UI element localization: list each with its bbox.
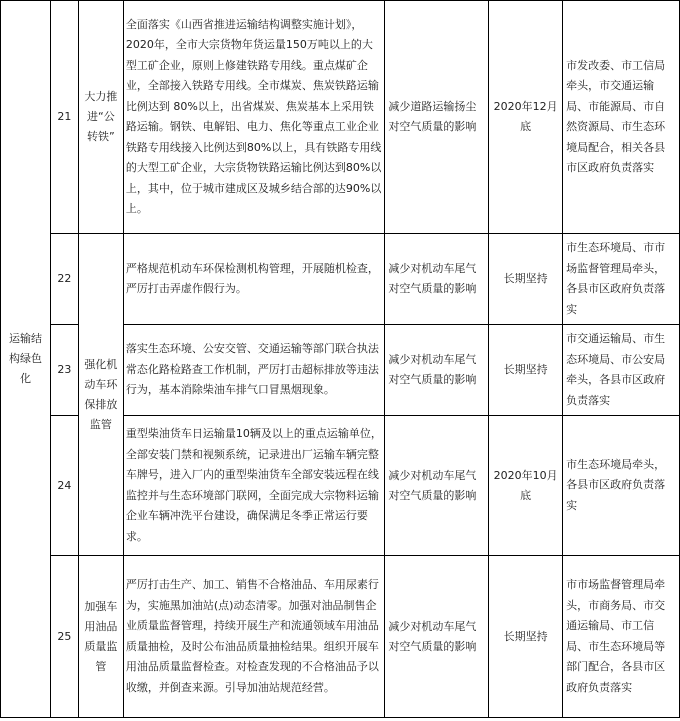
deadline-cell: 2020年12月底 [489,1,563,234]
measure-cell: 大力推进“公转铁” [78,1,123,234]
table-row [1,1,680,234]
dept-cell: 市生态环境局牵头，各县市区政府负责落实 [563,416,680,556]
table-row [1,234,680,325]
content-cell: 严厉打击生产、加工、销售不合格油品、车用尿素行为，实施黑加油站(点)动态清零。加强对油品制售企业质量监督管理，持续开展生产和流通领域车用油品质量抽检，及时公布油品质量抽检结果。组织开展车用油品质量监督检查。对检查发现的不合格油品予以收缴，并倒查来源。引导加油站规范经营。 [123,556,385,718]
measure-cell: 强化机动车环保排放监管 [78,234,123,556]
deadline-cell: 长期坚持 [489,325,563,416]
table-row [1,556,680,718]
dept-cell: 市市场监督管理局牵头，市商务局、市交通运输局、市工信局、市生态环境局等部门配合，各县市区政府负责落实 [563,556,680,718]
impact-cell: 减少对机动车尾气对空气质量的影响 [385,234,489,325]
dept-cell: 市交通运输局、市生态环境局、市公安局牵头，各县市区政府负责落实 [563,325,680,416]
row-number: 23 [50,325,78,416]
dept-cell: 市发改委、市工信局牵头，市交通运输局、市能源局、市自然资源局、市生态环境局配合，相关各县市区政府负责落实 [563,1,680,234]
deadline-cell: 2020年10月底 [489,416,563,556]
row-number: 21 [50,1,78,234]
row-number: 22 [50,234,78,325]
deadline-cell: 长期坚持 [489,234,563,325]
measure-cell: 加强车用油品质量监管 [78,556,123,718]
content-cell: 重型柴油货车日运输量10辆及以上的重点运输单位，全部安装门禁和视频系统，记录进出厂运输车辆完整车牌号，进入厂内的重型柴油货车全部安装远程在线监控并与生态环境部门联网，全面完成大宗物料运输企业车辆冲洗平台建设，确保满足冬季正常运行要求。 [123,416,385,556]
impact-cell: 减少道路运输扬尘对空气质量的影响 [385,1,489,234]
content-cell: 严格规范机动车环保检测机构管理，开展随机检查，严厉打击弄虚作假行为。 [123,234,385,325]
content-cell: 落实生态环境、公安交管、交通运输等部门联合执法常态化路检路查工作机制，严厉打击超标排放等违法行为，基本消除柴油车排气口冒黑烟现象。 [123,325,385,416]
row-number: 24 [50,416,78,556]
impact-cell: 减少对机动车尾气对空气质量的影响 [385,325,489,416]
dept-cell: 市生态环境局、市市场监督管理局牵头，各县市区政府负责落实 [563,234,680,325]
content-cell: 全面落实《山西省推进运输结构调整实施计划》，2020年，全市大宗货物年货运量150万吨以上的大型工矿企业，原则上修建铁路专用线。重点煤矿企业，全部接入铁路专用线。全市煤炭、焦炭铁路运输比例达到 80%以上，出省煤炭、焦炭基本上采用铁路运输。钢铁、电解铝、电力、焦化等重点工业企业铁路专用线接入比例达到80%以上，具有铁路专用线的大型工矿企业，大宗货物铁路运输比例达到80%以上，其中，位于城市建成区及城乡结合部的达90%以上。 [123,1,385,234]
impact-cell: 减少对机动车尾气对空气质量的影响 [385,556,489,718]
row-number: 25 [50,556,78,718]
category-cell: 运输结构绿色化 [1,1,51,718]
deadline-cell: 长期坚持 [489,556,563,718]
impact-cell: 减少对机动车尾气对空气质量的影响 [385,416,489,556]
